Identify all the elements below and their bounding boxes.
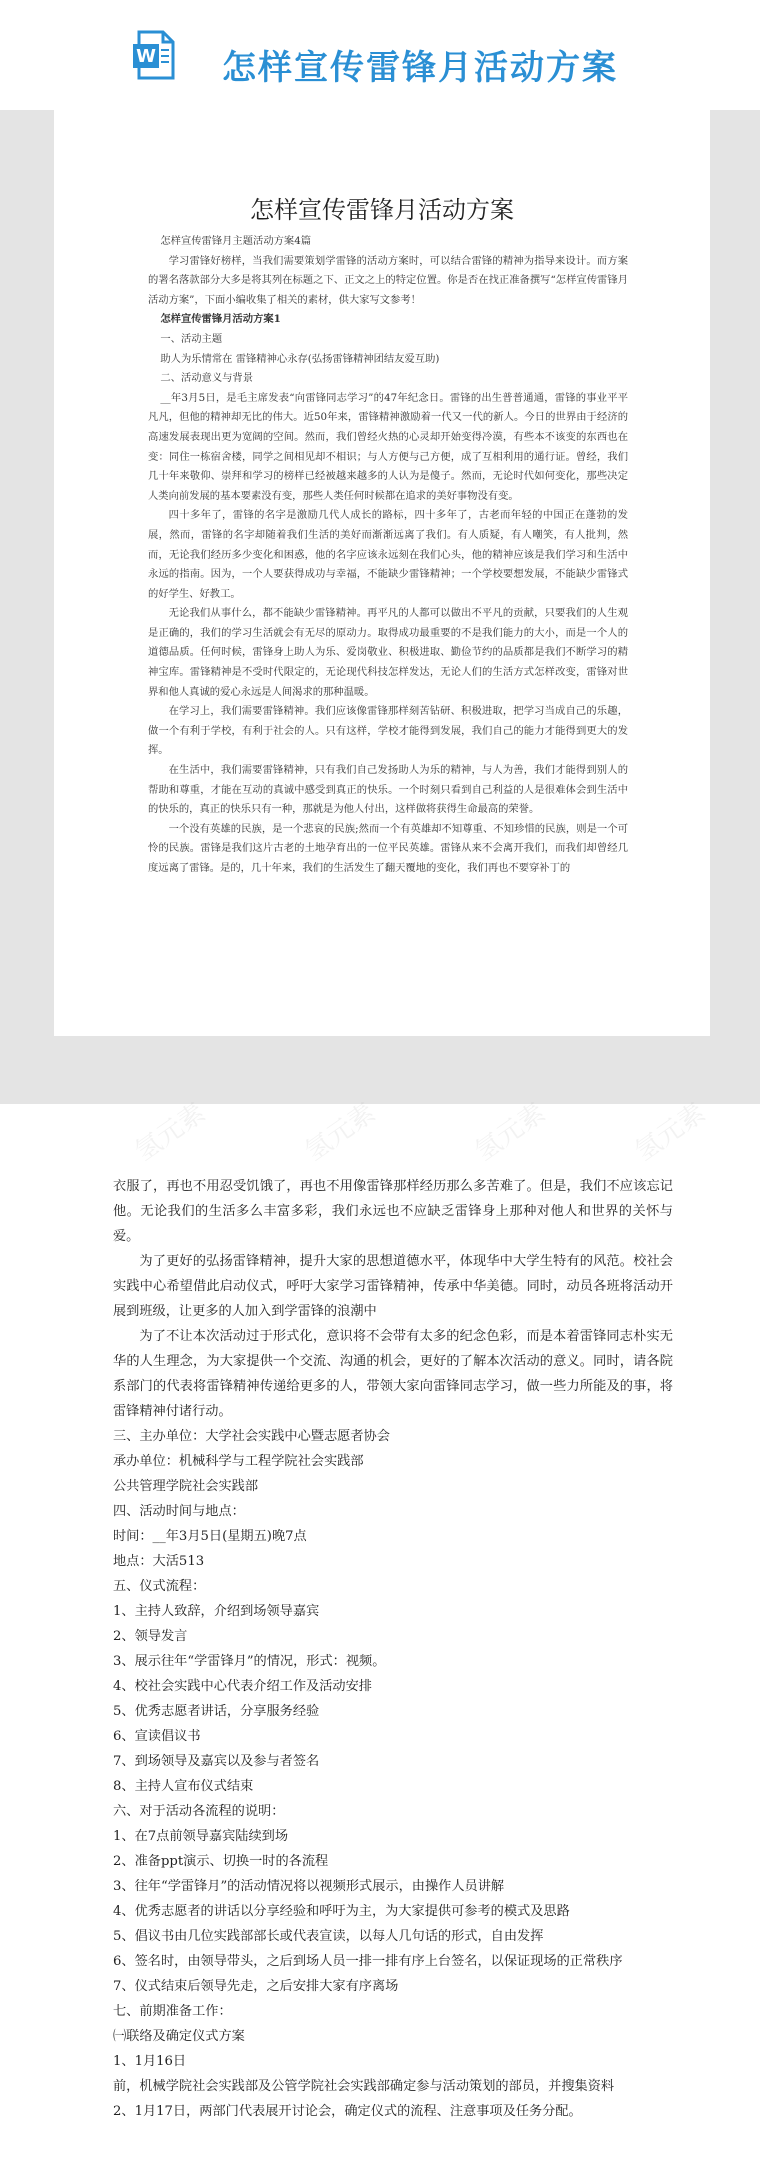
page-gap — [0, 1104, 760, 1174]
list-item: 7、到场领导及嘉宾以及参与者签名 — [113, 1754, 320, 1769]
list-item: 6、宣读倡议书 — [113, 1729, 201, 1744]
list-item: 七、前期准备工作： — [113, 2004, 232, 2019]
header-title: 怎样宣传雷锋月活动方案 — [222, 48, 618, 88]
doc-header — [0, 0, 760, 110]
document-page-2 — [0, 1174, 673, 2124]
list-item: 6、签名时，由领导带头，之后到场人员一排一排有序上台签名，以保证现场的正常秩序 — [113, 1954, 623, 1969]
list-item: 地点：大活513 — [113, 1554, 205, 1569]
page-1-body — [148, 232, 628, 879]
list-item: 1、主持人致辞，介绍到场领导嘉宾 — [113, 1604, 320, 1619]
word-document-icon — [133, 30, 177, 80]
list-item: 前，机械学院社会实践部及公管学院社会实践部确定参与活动策划的部员，并搜集资料 — [113, 2079, 615, 2094]
list-item: 2、1月17日，两部门代表展开讨论会，确定仪式的流程、注意事项及任务分配。 — [113, 2104, 582, 2119]
document-page-1 — [54, 110, 710, 1036]
paragraph: 在生活中，我们需要雷锋精神，只有我们自己发扬助人为乐的精神，与人为善，我们才能得到别人的帮助和尊重，才能在互动的真诚中感受到真正的快乐。一个时刻只看到自己利益的人是很难体会到生活中的快乐的，真正的快乐只有一种，那就是为他人付出，这样做将获得生命最高的荣誉。 — [148, 764, 628, 816]
paragraph: 衣服了，再也不用忍受饥饿了，再也不用像雷锋那样经历那么多苦难了。但是，我们不应该忘记他。无论我们的生活多么丰富多彩，我们永远也不应缺乏雷锋身上那种对他人和世界的关怀与爱。 — [113, 1179, 673, 1244]
preview-background — [0, 110, 760, 1104]
list-item: 五、仪式流程： — [113, 1579, 206, 1594]
list-item: 4、优秀志愿者的讲话以分享经验和呼吁为主，为大家提供可参考的模式及思路 — [113, 1904, 570, 1919]
list-item: 时间：__年3月5日(星期五)晚7点 — [113, 1529, 307, 1544]
list-item: 3、展示往年“学雷锋月”的情况，形式：视频。 — [113, 1654, 386, 1669]
list-item: 三、主办单位：大学社会实践中心暨志愿者协会 — [113, 1429, 390, 1444]
list-item: 六、对于活动各流程的说明： — [113, 1804, 285, 1819]
paragraph: __年3月5日，是毛主席发表“向雷锋同志学习”的47年纪念日。雷锋的出生普普通通，雷锋的事业平平凡凡，但他的精神却无比的伟大。近50年来，雷锋精神激励着一代又一代的新人。今日的世界由于经济的高速发展表现出更为宽阔的空间。然而，我们曾经火热的心灵却开始变得冷漠，有些本不该变的东西也在变：同住一栋宿舍楼，同学之间相见却不相识；与人方便与己方便，成了互相利用的通行证。曾经，我们几十年来敬仰、崇拜和学习的榜样已经被越来越多的人认为是傻子。然而，无论时代如何变化，那些决定人类向前发展的基本要素没有变，那些人类任何时候都在追求的美好事物没有变。 — [148, 391, 628, 502]
list-item: 2、领导发言 — [113, 1629, 188, 1644]
subtitle-line: 怎样宣传雷锋月主题活动方案4篇 — [160, 235, 312, 247]
section-heading: 二、活动意义与背景 — [160, 372, 254, 385]
list-item: 1、在7点前领导嘉宾陆续到场 — [113, 1829, 289, 1844]
section-heading: 一、活动主题 — [160, 332, 223, 345]
paragraph: 一个没有英雄的民族，是一个悲哀的民族;然而一个有英雄却不知尊重、不知珍惜的民族，则是一个可怜的民族。雷锋是我们这片古老的土地孕育出的一位平民英雄。雷锋从来不会离开我们，而我们却曾经几度远离了雷锋。是的，几十年来，我们的生活发生了翻天覆地的变化，我们再也不要穿补丁的 — [148, 822, 628, 874]
list-item: ㈠联络及确定仪式方案 — [113, 2029, 245, 2044]
list-item: 5、倡议书由几位实践部部长或代表宣读，以每人几句话的形式，自由发挥 — [113, 1929, 544, 1944]
list-item: 8、主持人宣布仪式结束 — [113, 1779, 254, 1794]
paragraph: 为了更好的弘扬雷锋精神，提升大家的思想道德水平，体现华中大学生特有的风范。校社会实践中心希望借此启动仪式，呼吁大家学习雷锋精神，传承中华美德。同时，动员各班将活动开展到班级，让更多的人加入到学雷锋的浪潮中 — [113, 1254, 673, 1319]
paragraph: 为了不让本次活动过于形式化，意识将不会带有太多的纪念色彩，而是本着雷锋同志朴实无华的人生理念，为大家提供一个交流、沟通的机会，更好的了解本次活动的意义。同时，请各院系部门的代表将雷锋精神传递给更多的人，带领大家向雷锋同志学习，做一些力所能及的事，将雷锋精神付诸行动。 — [113, 1329, 673, 1419]
section-heading: 怎样宣传雷锋月活动方案1 — [160, 313, 281, 326]
paragraph: 在学习上，我们需要雷锋精神。我们应该像雷锋那样刻苦钻研、积极进取，把学习当成自己的乐趣，做一个有利于学校，有利于社会的人。只有这样，学校才能得到发展，我们自己的能力才能得到更大的发挥。 — [148, 705, 628, 757]
paragraph: 无论我们从事什么，都不能缺少雷锋精神。再平凡的人都可以做出不平凡的贡献，只要我们的人生观是正确的，我们的学习生活就会有无尽的原动力。取得成功最重要的不是我们能力的大小，而是一个人的道德品质。任何时候，雷锋身上助人为乐、爱岗敬业、积极进取、勤俭节约的品质都是我们不断学习的精神宝库。雷锋精神是不受时代限定的，无论现代科技怎样发达，无论人们的生活方式怎样改变，雷锋对世界和他人真诚的爱心永远是人间渴求的那种温暖。 — [148, 607, 628, 698]
paragraph: 学习雷锋好榜样，当我们需要策划学雷锋的活动方案时，可以结合雷锋的精神为指导来设计。而方案的署名落款部分大多是将其列在标题之下、正文之上的特定位置。你是否在找正准备撰写“怎样宣传雷锋月活动方案”，下面小编收集了相关的素材，供大家写文参考！ — [148, 254, 628, 306]
list-item: 2、准备ppt演示、切换一时的各流程 — [113, 1854, 329, 1869]
list-item: 5、优秀志愿者讲话，分享服务经验 — [113, 1704, 320, 1719]
list-item: 4、校社会实践中心代表介绍工作及活动安排 — [113, 1679, 372, 1694]
paragraph: 四十多年了，雷锋的名字是激励几代人成长的路标，四十多年了，古老而年轻的中国正在蓬勃的发展，然而，雷锋的名字却随着我们生活的美好而渐渐远离了我们。有人质疑，有人嘲笑，有人批判，然而，无论我们经历多少变化和困惑，他的名字应该永远刻在我们心头，他的精神应该是我们学习和生活中永远的指南。因为，一个人要获得成功与幸福，不能缺少雷锋精神；一个学校要想发展，不能缺少雷锋式的好学生、好教工。 — [148, 509, 628, 600]
list-item: 四、活动时间与地点： — [113, 1504, 245, 1519]
document-title: 怎样宣传雷锋月活动方案 — [250, 196, 514, 224]
list-item: 1、1月16日 — [113, 2054, 187, 2069]
list-item: 公共管理学院社会实践部 — [113, 1479, 259, 1494]
list-item: 7、仪式结束后领导先走，之后安排大家有序离场 — [113, 1979, 399, 1994]
svg-text:W: W — [136, 46, 156, 67]
paragraph: 助人为乐情常在 雷锋精神心永存(弘扬雷锋精神团结友爱互助) — [160, 352, 440, 365]
list-item: 承办单位：机械科学与工程学院社会实践部 — [113, 1454, 364, 1469]
list-item: 3、往年“学雷锋月”的活动情况将以视频形式展示，由操作人员讲解 — [113, 1879, 505, 1894]
